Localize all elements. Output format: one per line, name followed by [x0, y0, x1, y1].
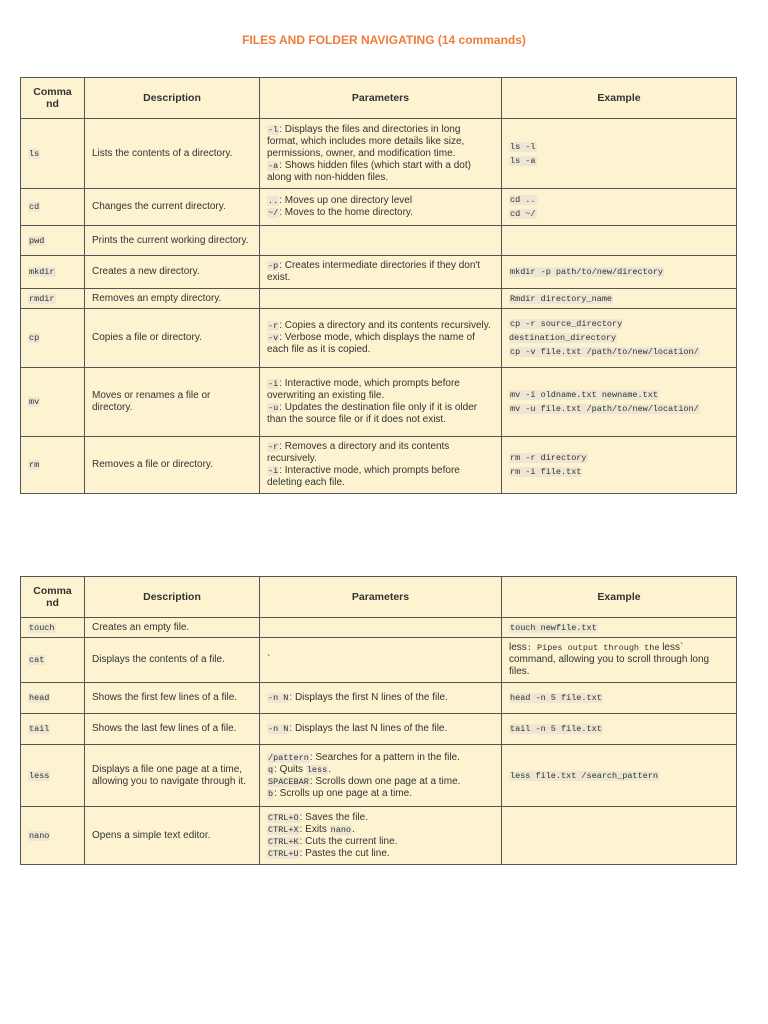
commands-table-2	[20, 576, 737, 865]
example-cell: Rmdir directory_name	[502, 289, 737, 309]
example-cell: head -n 5 file.txt	[502, 683, 737, 714]
table-row	[21, 309, 737, 368]
header-example: Example	[502, 78, 737, 119]
header-example: Example	[502, 577, 737, 618]
command-cell: head	[21, 683, 85, 714]
table-row	[21, 289, 737, 309]
description-cell: Opens a simple text editor.	[85, 807, 260, 865]
header-description: Description	[85, 577, 260, 618]
table-row	[21, 256, 737, 289]
table-row	[21, 226, 737, 256]
table-row	[21, 807, 737, 865]
header-description: Description	[85, 78, 260, 119]
page-title: FILES AND FOLDER NAVIGATING (14 commands)	[242, 33, 526, 47]
example-cell	[502, 807, 737, 865]
table-header-row	[21, 78, 737, 119]
commands-table-1	[20, 77, 737, 494]
parameters-cell: -n N: Displays the first N lines of the file.	[260, 683, 502, 714]
example-cell: less file.txt /search_pattern	[502, 745, 737, 807]
command-cell: ls	[21, 119, 85, 189]
parameters-cell: ..: Moves up one directory level ~/: Moves to the home directory.	[260, 189, 502, 226]
description-cell: Removes a file or directory.	[85, 437, 260, 494]
command-cell: rmdir	[21, 289, 85, 309]
parameters-cell: -r: Removes a directory and its contents recursively. -i: Interactive mode, which prompts before deleting each file.	[260, 437, 502, 494]
example-cell: tail -n 5 file.txt	[502, 714, 737, 745]
example-cell: cp -r source_directory destination_directory cp -v file.txt /path/to/new/location/	[502, 309, 737, 368]
command-cell: less	[21, 745, 85, 807]
parameters-cell	[260, 226, 502, 256]
description-cell: Changes the current directory.	[85, 189, 260, 226]
parameters-cell: -n N: Displays the last N lines of the file.	[260, 714, 502, 745]
description-cell: Lists the contents of a directory.	[85, 119, 260, 189]
command-cell: cd	[21, 189, 85, 226]
command-cell: rm	[21, 437, 85, 494]
description-cell: Removes an empty directory.	[85, 289, 260, 309]
description-cell: Shows the first few lines of a file.	[85, 683, 260, 714]
parameters-cell: -l: Displays the files and directories in long format, which includes more details like size, permissions, owner, and modification time. -a: Shows hidden files (which start with a dot) along with non-hidden files.	[260, 119, 502, 189]
table-row	[21, 368, 737, 437]
command-cell: touch	[21, 618, 85, 638]
header-command: Comma nd	[21, 577, 85, 618]
parameters-cell: /pattern: Searches for a pattern in the file. q: Quits less. SPACEBAR: Scrolls down one page at a time. b: Scrolls up one page at a time.	[260, 745, 502, 807]
command-cell: tail	[21, 714, 85, 745]
parameters-cell: -i: Interactive mode, which prompts before overwriting an existing file. -u: Updates the destination file only if it is older than the source file or if it does not exist.	[260, 368, 502, 437]
parameters-cell	[260, 618, 502, 638]
description-cell: Creates an empty file.	[85, 618, 260, 638]
parameters-cell: -p: Creates intermediate directories if they don't exist.	[260, 256, 502, 289]
parameters-cell: `	[260, 638, 502, 683]
command-cell: mkdir	[21, 256, 85, 289]
header-command: Comma nd	[21, 78, 85, 119]
example-cell: ls -l ls -a	[502, 119, 737, 189]
table-row	[21, 714, 737, 745]
command-cell: nano	[21, 807, 85, 865]
description-cell: Moves or renames a file or directory.	[85, 368, 260, 437]
table-row	[21, 683, 737, 714]
parameters-cell	[260, 289, 502, 309]
example-cell: mv -i oldname.txt newname.txt mv -u file.txt /path/to/new/location/	[502, 368, 737, 437]
table-row	[21, 189, 737, 226]
description-cell: Prints the current working directory.	[85, 226, 260, 256]
command-cell: pwd	[21, 226, 85, 256]
example-cell: mkdir -p path/to/new/directory	[502, 256, 737, 289]
example-cell	[502, 226, 737, 256]
example-cell: cd .. cd ~/	[502, 189, 737, 226]
example-cell: less: Pipes output through the less` command, allowing you to scroll through long files.	[502, 638, 737, 683]
command-cell: mv	[21, 368, 85, 437]
table-row	[21, 437, 737, 494]
example-cell: rm -r directory rm -i file.txt	[502, 437, 737, 494]
header-parameters: Parameters	[260, 78, 502, 119]
description-cell: Copies a file or directory.	[85, 309, 260, 368]
description-cell: Creates a new directory.	[85, 256, 260, 289]
table-row	[21, 745, 737, 807]
command-cell: cp	[21, 309, 85, 368]
header-parameters: Parameters	[260, 577, 502, 618]
parameters-cell: -r: Copies a directory and its contents recursively. -v: Verbose mode, which displays the name of each file as it is copied.	[260, 309, 502, 368]
parameters-cell: CTRL+O: Saves the file. CTRL+X: Exits nano. CTRL+K: Cuts the current line. CTRL+U: Pastes the cut line.	[260, 807, 502, 865]
table-row	[21, 618, 737, 638]
description-cell: Shows the last few lines of a file.	[85, 714, 260, 745]
example-cell: touch newfile.txt	[502, 618, 737, 638]
table-row	[21, 119, 737, 189]
command-cell: cat	[21, 638, 85, 683]
table-row	[21, 638, 737, 683]
description-cell: Displays a file one page at a time, allowing you to navigate through it.	[85, 745, 260, 807]
description-cell: Displays the contents of a file.	[85, 638, 260, 683]
table-header-row	[21, 577, 737, 618]
